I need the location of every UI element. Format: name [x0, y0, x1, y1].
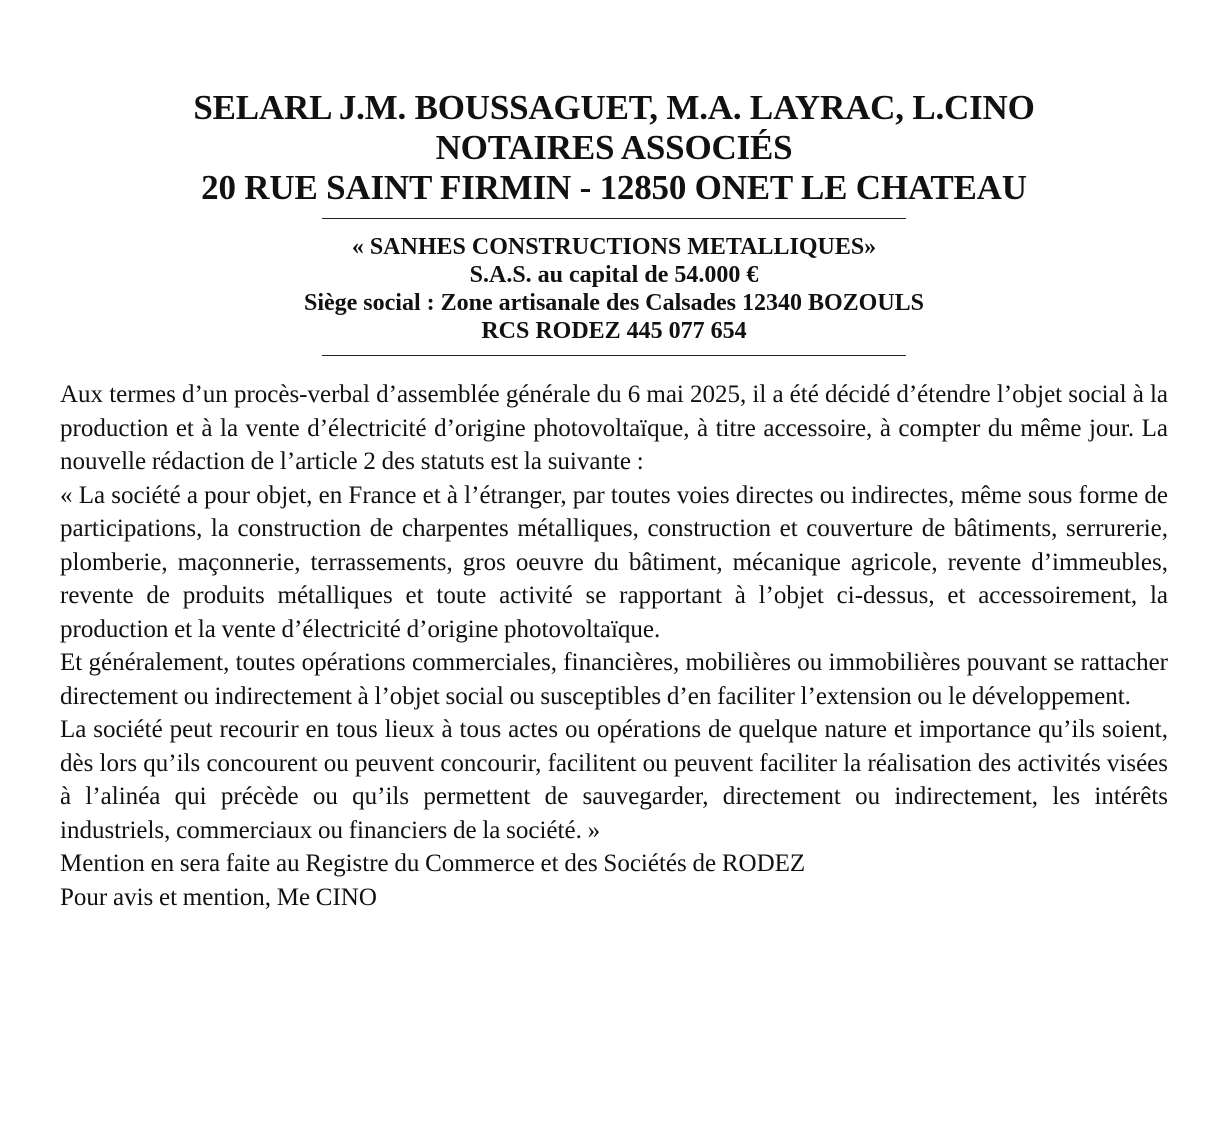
company-rcs: RCS RODEZ 445 077 654	[481, 318, 747, 344]
paragraph-general: Et généralement, toutes opérations commerciales, financières, mobilières ou immobilières pouvant se rattacher directement ou indirectement à l’objet social ou susceptibles d’en faciliter l’extension ou le développement.	[60, 649, 1168, 710]
company-name: « SANHES CONSTRUCTIONS METALLIQUES»	[351, 234, 877, 260]
company-registered-office: Siège social : Zone artisanale des Calsades 12340 BOZOULS	[303, 290, 925, 316]
divider	[322, 218, 906, 219]
registry-mention: Mention en sera faite au Registre du Commerce et des Sociétés de RODEZ	[60, 850, 806, 877]
notary-office-name: SELARL J.M. BOUSSAGUET, M.A. LAYRAC, L.CINO	[193, 88, 1035, 127]
notary-office-address: 20 RUE SAINT FIRMIN - 12850 ONET LE CHATEAU	[201, 168, 1027, 207]
paragraph-means: La société peut recourir en tous lieux à tous actes ou opérations de quelque nature et importance qu’ils soient, dès lors qu’ils concourent ou peuvent concourir, facilitent ou peuvent faciliter la réalisation des activités visées à l’alinéa qui précède ou qu’ils permettent de sauvegarder, directement ou indirectement, les intérêts industriels, commerciaux ou financiers de la société. »	[60, 716, 1168, 844]
company-capital: S.A.S. au capital de 54.000 €	[469, 262, 759, 288]
notary-office-title: NOTAIRES ASSOCIÉS	[435, 128, 793, 167]
divider	[322, 355, 906, 356]
legal-notice	[60, 88, 1168, 914]
company-block	[60, 233, 1168, 345]
paragraph-object: « La société a pour objet, en France et à l’étranger, par toutes voies directes ou indirectes, même sous forme de participations, la construction de charpentes métalliques, construction et couverture de bâtiments, serrurerie, plomberie, maçonnerie, terrassements, gros oeuvre du bâtiment, mécanique agricole, revente d’immeubles, revente de produits métalliques et toute activité se rapportant à l’objet ci-dessus, et accessoirement, la production et la vente d’électricité d’origine photovoltaïque.	[60, 481, 1168, 643]
paragraph-resolution: Aux termes d’un procès-verbal d’assemblée générale du 6 mai 2025, il a été décidé d’étendre l’objet social à la production et à la vente d’électricité d’origine photovoltaïque, à titre accessoire, à compter du même jour. La nouvelle rédaction de l’article 2 des statuts est la suivante :	[60, 381, 1168, 475]
signature: Pour avis et mention, Me CINO	[60, 883, 377, 911]
notary-office-header	[60, 88, 1168, 208]
notice-body	[60, 378, 1168, 914]
